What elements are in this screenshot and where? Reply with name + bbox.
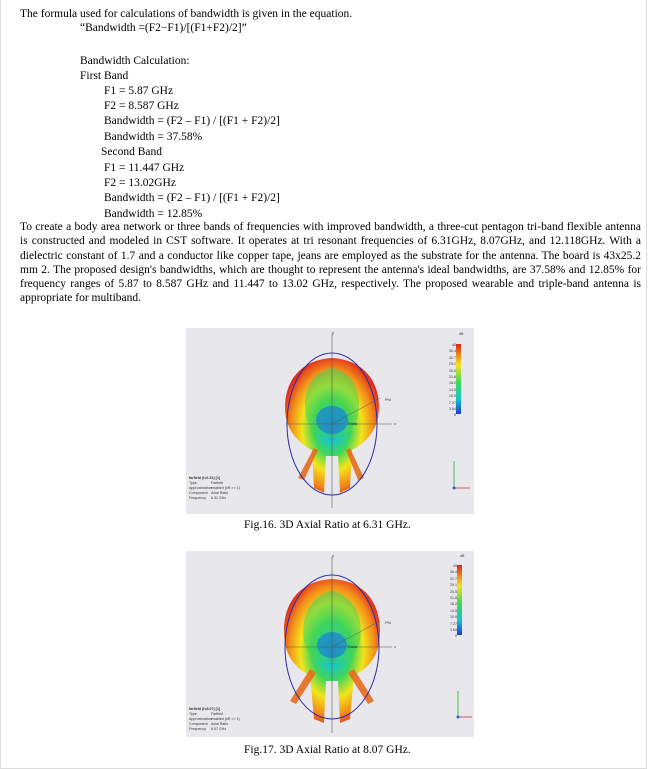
- legend-value: enabled (kR >> 1): [211, 717, 240, 721]
- figure-17-axial-ratio-plot: [186, 551, 474, 737]
- legend-title: farfield (f=6.31) [1]: [189, 476, 221, 480]
- colorbar-tick-label: 29.1: [449, 362, 456, 367]
- colorbar-tick-label: 3.64: [449, 407, 456, 412]
- legend-value: Farfield: [211, 481, 223, 485]
- colorbar-tick-label: 36.4: [449, 349, 456, 354]
- band2-label: Second Band: [101, 146, 163, 158]
- farfield-legend: [189, 707, 240, 732]
- phi-label: Phi: [385, 620, 391, 625]
- colorbar-tick-label: 21.8: [450, 596, 457, 601]
- colorbar-ticks: [448, 342, 456, 419]
- colorbar-tick-label: 10.9: [449, 394, 456, 399]
- legend-value: 6.31 GHz: [211, 496, 227, 500]
- orientation-origin: [457, 716, 460, 719]
- legend-title: farfield (f=8.07) [1]: [189, 707, 221, 711]
- colorbar-unit: dB: [460, 554, 465, 558]
- colorbar-tick-label: 0: [454, 413, 456, 418]
- colorbar-tick-label: 18.2: [449, 381, 456, 386]
- band1-expression: Bandwidth = (F2 – F1) / [(F1 + F2)/2]: [104, 115, 280, 127]
- figure-16-axial-ratio-plot: [186, 328, 474, 514]
- colorbar-tick-label: 40: [452, 343, 456, 347]
- theta-label: Theta: [347, 421, 358, 426]
- colorbar-tick-label: 25.5: [449, 368, 456, 373]
- y-axis-label: y: [332, 553, 334, 558]
- colorbar-tick-label: 14.5: [450, 608, 457, 613]
- legend-value: Axial Ratio: [211, 491, 229, 495]
- band1-label: First Band: [80, 70, 129, 82]
- body-paragraph: To create a body area network or three bands of frequencies with improved bandwidth, a three-cut pentagon tri-band flexible antenna is constructed and modeled in CST software. It operates at tri resonant frequencies of 6.31GHz, 8.07GHz, and 12.118GHz. With a dielectric constant of 1.7 and a conductor like copper tape, jeans are employed as the substrate for the antenna. The board is 43x25.2 mm 2. The proposed design's bandwidths, which are thought to represent the antenna's ideal bandwidths, are 37.58% and 12.85% for frequency ranges of 5.87 to 8.587 GHz and 11.447 to 13.02 GHz, respectively. The proposed wearable and triple-band antenna is appropriate for multiband.: [20, 221, 641, 305]
- colorbar-tick-label: 7.27: [450, 621, 457, 626]
- intro-text: The formula used for calculations of bandwidth is given in the equation.: [20, 8, 353, 20]
- legend-key: Type: [189, 481, 197, 485]
- legend-key: Approximation: [189, 486, 212, 490]
- colorbar-tick-label: 29.1: [450, 583, 457, 588]
- legend-value: Axial Ratio: [211, 722, 229, 726]
- orientation-origin: [453, 487, 456, 490]
- band1-f2: F2 = 8.587 GHz: [104, 100, 179, 112]
- colorbar-tick-label: 0: [455, 634, 457, 639]
- colorbar-tick-label: 14.5: [449, 387, 456, 392]
- band2-f2: F2 = 13.02GHz: [104, 177, 176, 189]
- legend-key: Component: [189, 722, 208, 726]
- colorbar-tick-label: 32.7: [449, 355, 456, 360]
- theta-label: Theta: [347, 644, 358, 649]
- colorbar-unit: dB: [459, 332, 464, 336]
- band2-expression: Bandwidth = (F2 – F1) / [(F1 + F2)/2]: [104, 192, 280, 204]
- x-axis-label: x: [394, 644, 396, 649]
- colorbar-tick-label: 25.5: [450, 589, 457, 594]
- band1-result: Bandwidth = 37.58%: [104, 131, 203, 143]
- colorbar-tick-label: 7.27: [449, 400, 456, 405]
- figure-16-caption: Fig.16. 3D Axial Ratio at 6.31 GHz.: [244, 519, 411, 531]
- band2-result: Bandwidth = 12.85%: [104, 208, 203, 220]
- legend-value: 8.07 GHz: [211, 727, 227, 731]
- legend-key: Approximation: [189, 717, 212, 721]
- colorbar-tick-label: 18.2: [450, 602, 457, 607]
- colorbar-ticks: [449, 563, 457, 640]
- colorbar-tick-label: 3.64: [450, 628, 457, 633]
- bandwidth-formula: “Bandwidth =(F2−F1)/[(F1+F2)/2]”: [80, 22, 247, 34]
- legend-row: [189, 496, 240, 501]
- phi-label: Phi: [385, 397, 391, 402]
- band2-f1: F1 = 11.447 GHz: [104, 162, 185, 174]
- calc-heading: Bandwidth Calculation:: [80, 55, 190, 67]
- colorbar-tick-label: 36.4: [450, 570, 457, 575]
- legend-value: enabled (kR >> 1): [211, 486, 240, 490]
- colorbar-tick-label: 21.8: [449, 375, 456, 380]
- legend-value: Farfield: [211, 712, 223, 716]
- colorbar: [457, 565, 462, 635]
- figure-17-caption: Fig.17. 3D Axial Ratio at 8.07 GHz.: [244, 744, 411, 756]
- colorbar-tick-label: 32.7: [450, 576, 457, 581]
- y-axis-label: y: [332, 330, 334, 335]
- legend-key: Frequency: [189, 727, 206, 731]
- colorbar-tick-label: 40: [453, 564, 457, 568]
- colorbar-tick-label: 10.9: [450, 615, 457, 620]
- legend-key: Frequency: [189, 496, 206, 500]
- farfield-legend: [189, 476, 240, 501]
- legend-row: [189, 727, 240, 732]
- colorbar: [456, 344, 461, 414]
- band1-f1: F1 = 5.87 GHz: [104, 85, 174, 97]
- x-axis-label: x: [394, 421, 396, 426]
- legend-key: Type: [189, 712, 197, 716]
- legend-key: Component: [189, 491, 208, 495]
